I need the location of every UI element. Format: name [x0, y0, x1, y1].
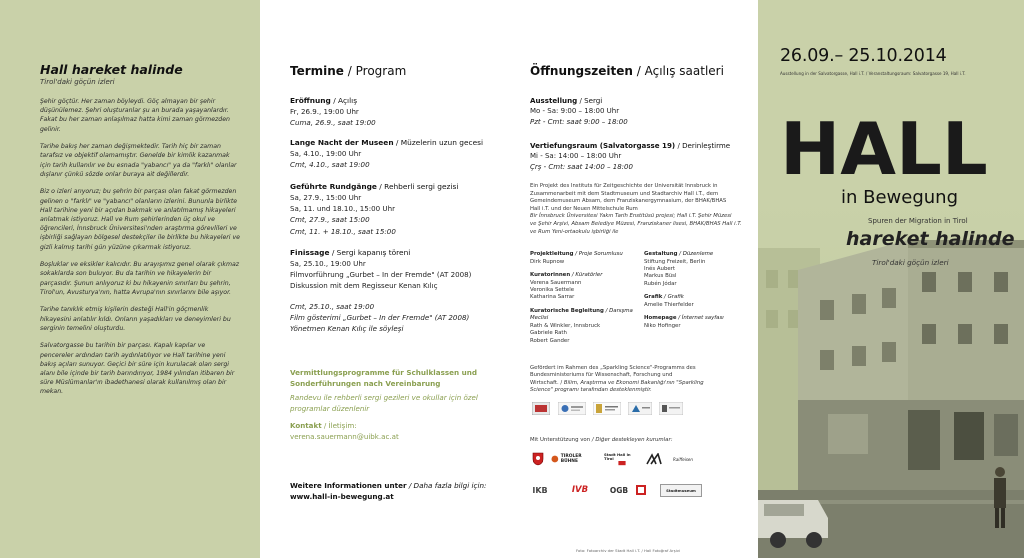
project-line-de: Zusammenarbeit mit dem Stadtmuseum und Stadtarchiv Hall i.T., dem	[530, 190, 719, 197]
intro-paragraph: Boşluklar ve eksikler kalıcıdır. Bu arayışımız genel olarak çıkmaz sokaklarda son buluyor. Bu da tarihin ve hikayelerin bir parçasıdır. Şunun anlıyoruz ki bu hikayenin sınırları bu şehrin, Tirol'un, Avusturya'nın, hatta Avrupa'nın sınırlarını bile aşıyor.	[40, 261, 240, 296]
gymnasium-logo	[658, 402, 684, 415]
logo-ivb-text: IVB	[571, 485, 589, 495]
project-line-tr: ve Şehir Arşivi, Absam Belediye Müzesi, Franziskaner lisesi, BHAK/BHAS Hall i.T.	[530, 220, 742, 227]
intro-paragraph: Salvatorgasse bu tarihin bir parçası. Kapalı kapılar ve pencereler ardından tarih aydınlatılıyor ve Hall tarihine yeni bakış açıları sunuyor. Geçici bir süre için kurulacak olan sergi alanı bile içinde bir tarih barındırıyor, 1984 yılından itibaren bir süre Müslümanlar'ın ibadethanesi olarak kullanılmış olan bir mekan.	[40, 342, 235, 396]
event-title-sep: /	[393, 138, 401, 147]
title-hall: HALL	[780, 107, 988, 191]
credit-heading	[644, 315, 750, 323]
funding-line-tr-first: Bilim, Araştırma ve Ekonomi Bakanlığı'nın "Sparkling	[563, 379, 704, 386]
raiffeisen-logo	[668, 453, 698, 466]
hours-line: Pzt - Cmt: saat 9:00 – 18:00	[530, 118, 628, 126]
hours-line: Çrş - Cmt: saat 14:00 – 18:00	[530, 163, 633, 171]
stadt-hall-logo	[604, 453, 640, 466]
funding-wirtschaft: Wirtschaft.	[530, 379, 559, 386]
event-line: Filmvorführung „Gurbet – In der Fremde" (AT 2008)	[290, 270, 472, 280]
credit-heading-de: Homepage	[644, 315, 677, 322]
credit-name: Amelie Thierfelder	[644, 301, 694, 308]
title-hareket-halinde: hareket halinde	[846, 228, 1015, 250]
tiroler-buehne-logo	[551, 453, 599, 466]
hours-ausstellung	[530, 95, 750, 128]
credit-name: Rath & Winkler, Innsbruck	[530, 323, 601, 329]
hours-line: Mi - Sa: 14:00 – 18:00 Uhr	[530, 152, 622, 160]
web-heading-de: Weitere Informationen unter	[290, 481, 407, 490]
funding-line-de: Bundesministeriums für Wissenschaft, Forschung und	[530, 372, 673, 379]
logo-ogb-text: OGB	[609, 485, 629, 495]
event-title-sep: /	[330, 96, 339, 105]
project-line-tr: Bir İnnsbruck Üniversitesi Yakın Tarih Enstitüsü projesi; Hall i.T. Şehir Müzesi	[530, 213, 732, 220]
credit-group	[530, 251, 638, 266]
program-heading-tr: Program	[355, 64, 407, 78]
credit-name: Robert Gander	[530, 337, 570, 344]
event-line: Cuma, 26.9., saat 19:00	[290, 118, 376, 128]
exhibition-dates: 26.09.– 25.10.2014	[780, 46, 947, 66]
credit-group	[644, 294, 750, 309]
vermittlung-heading: Vermittlungsprogramme für Schulklassen und Sonderführungen nach Vereinbarung	[290, 368, 478, 388]
event-gap	[290, 292, 505, 301]
support-logos-row-2	[530, 482, 707, 498]
school-logo	[627, 402, 653, 415]
logo-stadtmuseum-text: Stadtmuseum	[666, 487, 696, 493]
sparkling-science-logo	[557, 402, 587, 415]
support-heading-tr: Diğer destekleyen kurumlar:	[595, 437, 673, 443]
credit-heading-tr: Danışma Meclisi	[530, 307, 633, 322]
web-heading: Weitere Informationen unter / Daha fazla bilgi için:	[290, 481, 487, 490]
event-title-de: Finissage	[290, 248, 330, 257]
ikb-logo	[530, 484, 550, 497]
credit-heading-sep: /	[570, 272, 576, 278]
credit-heading-de: Kuratorinnen	[530, 272, 571, 278]
cover-panel	[758, 0, 1024, 558]
credit-heading-tr: İnternet sayfası	[681, 315, 724, 322]
event-line: Cmt, 11. + 18.10., saat 15:00	[290, 226, 396, 236]
intro-paragraph: Tarihe bakış her zaman değişmektedir. Tarih hiç bir zaman tarafsız ve objektif olamamıştır. Genelde bir kimlik kazanmak için tarih kullanılır ve bu esnada "yabancı" ya da "farklı" olanlar dışlanır çünkü sözde onlar buraya ait değillerdir.	[40, 143, 237, 178]
credit-heading-tr: Grafik	[667, 294, 684, 301]
event-line: Diskussion mit dem Regisseur Kenan Kılıç	[290, 281, 438, 291]
event-title-sep: /	[376, 182, 385, 191]
event-line: Sa, 27.9., 15:00 Uhr	[290, 193, 362, 202]
web-heading-tr: Daha fazla bilgi için:	[413, 481, 487, 490]
event-title-tr: Açılış	[338, 96, 358, 105]
credit-heading	[644, 251, 750, 259]
credit-heading-tr: Proje Sorumlusu	[578, 251, 623, 257]
event-title-de: Eröffnung	[290, 96, 331, 105]
logo-raiffeisen-text: Raiffeisen	[673, 456, 693, 462]
credit-name: Rubén Jódar	[644, 280, 677, 287]
project-line-de: Ein Projekt des Instituts für Zeitgeschichte der Universität Innsbruck in	[530, 183, 718, 189]
intro-paragraph: Tarihe tanıklık etmiş kişilerin desteği Hall'in göçmenlik hikayesini anlatılır kıldı. Onların yaşadıkları ve deneyimleri bu serginin temelini oluşturdu.	[40, 306, 231, 332]
photo-credit: Foto: Fotoarchiv der Stadt Hall i.T. / Hall Fotoğraf Arşivi	[576, 548, 681, 553]
credit-heading-tr: Küratörler	[575, 272, 603, 278]
logo-stadt-hall-text: Stadt Hall in Tirol	[604, 451, 631, 461]
credit-heading-de: Grafik	[644, 294, 663, 301]
event-line: Fr, 26.9., 19:00 Uhr	[290, 107, 359, 116]
credits-left	[530, 251, 638, 351]
event-title-de: Lange Nacht der Museen	[290, 138, 394, 147]
event-line-tr: Cmt, 25.10., saat 19:00	[290, 301, 375, 311]
funding-line-tr: Science" programı tarafından desteklenmiştir.	[530, 387, 652, 394]
credit-heading	[530, 251, 638, 259]
credit-name: Markus Büsl	[644, 273, 677, 280]
credit-name: Veronika Settele	[530, 287, 575, 293]
hours-title-tr: Derinleştirme	[682, 141, 731, 150]
program-heading-de: Termine	[290, 64, 344, 78]
hours-title-de: Vertiefungsraum (Salvatorgasse 19)	[530, 141, 676, 150]
event-title-tr: Rehberli sergi gezisi	[384, 182, 459, 191]
project-line-de: Gemeindemuseum Absam, dem Franziskanergymnasium, der BHAK/BHAS	[530, 198, 727, 205]
title-in-bewegung: in Bewegung	[841, 187, 959, 208]
funding-line-mix	[530, 380, 750, 387]
credits-right	[644, 251, 750, 336]
sponsor-logos-row	[530, 400, 689, 416]
hours-title-sep: /	[675, 141, 683, 150]
program-heading	[290, 64, 406, 78]
credit-group	[530, 272, 638, 302]
contact-label: Kontakt / İletişim:	[290, 421, 357, 430]
event-line: Sa, 25.10., 19:00 Uhr	[290, 259, 366, 268]
credit-name: Niko Hofinger	[644, 322, 681, 329]
support-logos-row-1	[530, 451, 703, 467]
credit-heading-sep: /	[603, 307, 610, 314]
contact-label-de: Kontakt	[290, 421, 322, 430]
project-line-tr: ve Rum Yeni-ortaokulu işbirliği ile	[530, 228, 619, 235]
event-lange-nacht	[290, 137, 505, 170]
logo-ikb-text: IKB	[532, 485, 548, 495]
event-title-tr: Sergi kapanış töreni	[336, 248, 411, 257]
event-line: Cmt, 4.10., saat 19:00	[290, 160, 370, 170]
event-line-tr: Film gösterimi „Gurbet – In der Fremde" (AT 2008)	[290, 312, 470, 322]
event-title	[290, 181, 505, 192]
credit-heading-de: Projektleitung	[530, 251, 574, 257]
subtitle-tirol: Tirol'daki göçün izleri	[872, 258, 949, 267]
credit-heading	[530, 308, 638, 323]
event-rundgaenge	[290, 181, 505, 237]
credit-name: Dirk Rupnow	[530, 258, 565, 265]
web-url[interactable]: www.hall-in-bewegung.at	[290, 492, 394, 501]
hours-heading-de: Öffnungszeiten	[530, 64, 633, 78]
intro-panel	[0, 0, 260, 558]
vermittlung-tr: Randevu ile rehberli sergi gezileri ve okullar için özel programlar düzenlenir	[290, 393, 478, 413]
credit-group	[644, 251, 750, 288]
raiffeisen-icon	[645, 453, 663, 466]
event-title-sep: /	[329, 248, 337, 257]
support-heading: Mit Unterstützung von / Diğer destekleyen kurumlar:	[530, 437, 673, 443]
university-logo	[592, 402, 622, 415]
ivb-logo	[569, 484, 591, 497]
intro-paragraph: Biz o izleri arıyoruz; bu şehrin bir parçası olan fakat görmezden gelinen o "farklı" ve "yabancı" olanların izlerini. Bununla birlikte Hall tarihine yeni bir açıdan bakmak ve anlatılmamış hikayeleri anlatmak istiyoruz. Hall ve Rum şehirlerinden üç okul ve öğrencileri, İnnsbruck Üniversitesi'nden araştırma görevlileri ve işbirliği sağlayan bölgesel destekçiler ile birlikte bu hikayeleri ve gizli kalmış tarihi gün yüzüne çıkarmak istiyoruz.	[40, 188, 240, 251]
funding-line-de: Gefördert im Rahmen des „Sparkling Science"-Programms des	[530, 365, 696, 371]
event-line: Sa, 4.10., 19:00 Uhr	[290, 149, 362, 158]
support-heading-de: Mit Unterstützung von	[530, 437, 591, 443]
intro-subtitle: Tirol'daki göçün izleri	[40, 78, 115, 86]
street-photo	[758, 200, 1024, 558]
intro-paragraph: Şehir göçtür. Her zaman böyleydi. Göç almayan bir şehir düşünülemez. Şehri oluşturanlar şu an burada yaşayanlardır. Fakat bu her zaman anlaşılmaz hatta kimi zaman görmezden gelinir.	[40, 98, 230, 133]
contact-label-tr: İletişim:	[328, 421, 357, 430]
credit-heading	[530, 272, 638, 280]
credit-heading-de: Gestaltung	[644, 251, 678, 257]
ogb-mark-icon	[635, 484, 647, 497]
intro-title: Hall hareket halinde	[40, 62, 183, 77]
credit-heading-sep: /	[662, 294, 668, 301]
intro-body	[40, 97, 240, 405]
credit-heading-de: Kuratorische Begleitung	[530, 307, 604, 314]
event-title-tr: Müzelerin uzun gecesi	[400, 138, 484, 147]
credit-heading-sep: /	[573, 251, 579, 257]
hours-title-sep: /	[577, 96, 585, 105]
ministry-logo	[530, 402, 552, 415]
credit-heading-tr: Düzenleme	[682, 251, 714, 257]
hours-vertiefung	[530, 140, 750, 173]
event-title	[290, 247, 505, 258]
hours-title-de: Ausstellung	[530, 96, 578, 105]
credit-name: Inés Aubert	[644, 266, 676, 272]
event-title	[290, 95, 505, 106]
hours-title	[530, 95, 750, 106]
subtitle-spuren: Spuren der Migration in Tirol	[868, 217, 968, 225]
logo-tiroler-buehne-text: TIROLER BÜHNE	[560, 454, 582, 464]
hours-heading-tr: Açılış saatleri	[644, 64, 724, 78]
credit-name: Stiftung Freizeit, Berlin	[644, 258, 706, 265]
hours-title-tr: Sergi	[584, 96, 603, 105]
event-line: Cmt, 27.9., saat 15:00	[290, 215, 370, 225]
hours-heading: Öffnungszeiten / Açılış saatleri	[530, 64, 724, 78]
credit-name: Verena Sauermann	[530, 279, 582, 286]
hours-title	[530, 140, 750, 151]
tirol-coat-of-arms-icon	[530, 453, 546, 466]
credit-name: Gabriele Rath	[530, 330, 567, 337]
credit-heading-sep: /	[677, 251, 683, 257]
event-title-de: Geführte Rundgänge	[290, 182, 377, 191]
credit-group	[530, 308, 638, 345]
stadtmuseum-logo	[660, 484, 702, 497]
event-line-tr: Yönetmen Kenan Kılıç ile söyleşi	[290, 324, 404, 334]
program-panel	[260, 0, 514, 558]
event-eroeffnung	[290, 95, 505, 128]
funding-text	[530, 365, 750, 395]
project-line-de: Hall i.T. und der Neuen Mittelschule Rum	[530, 205, 638, 212]
ogb-logo	[608, 484, 630, 497]
exhibition-venue: Ausstellung in der Salvatorgasse, Hall i.T. / Veranstaltungsraum: Salvatorgasse 19, Hall i.T.	[780, 71, 966, 76]
hours-line: Mo - Sa: 9:00 – 18:00 Uhr	[530, 107, 620, 115]
hours-panel	[514, 0, 758, 558]
credit-name: Katharina Sarrar	[530, 294, 575, 301]
credit-heading-sep: /	[676, 315, 682, 322]
event-title	[290, 137, 505, 148]
event-finissage	[290, 247, 505, 334]
credit-group	[644, 315, 750, 330]
contact-email[interactable]: verena.sauermann@uibk.ac.at	[290, 432, 399, 441]
funding-sep: /	[558, 379, 564, 386]
credit-heading	[644, 294, 750, 302]
program-heading-sep: /	[343, 64, 356, 78]
event-line: Sa, 11. und 18.10., 15:00 Uhr	[290, 204, 396, 214]
project-description	[530, 183, 750, 236]
